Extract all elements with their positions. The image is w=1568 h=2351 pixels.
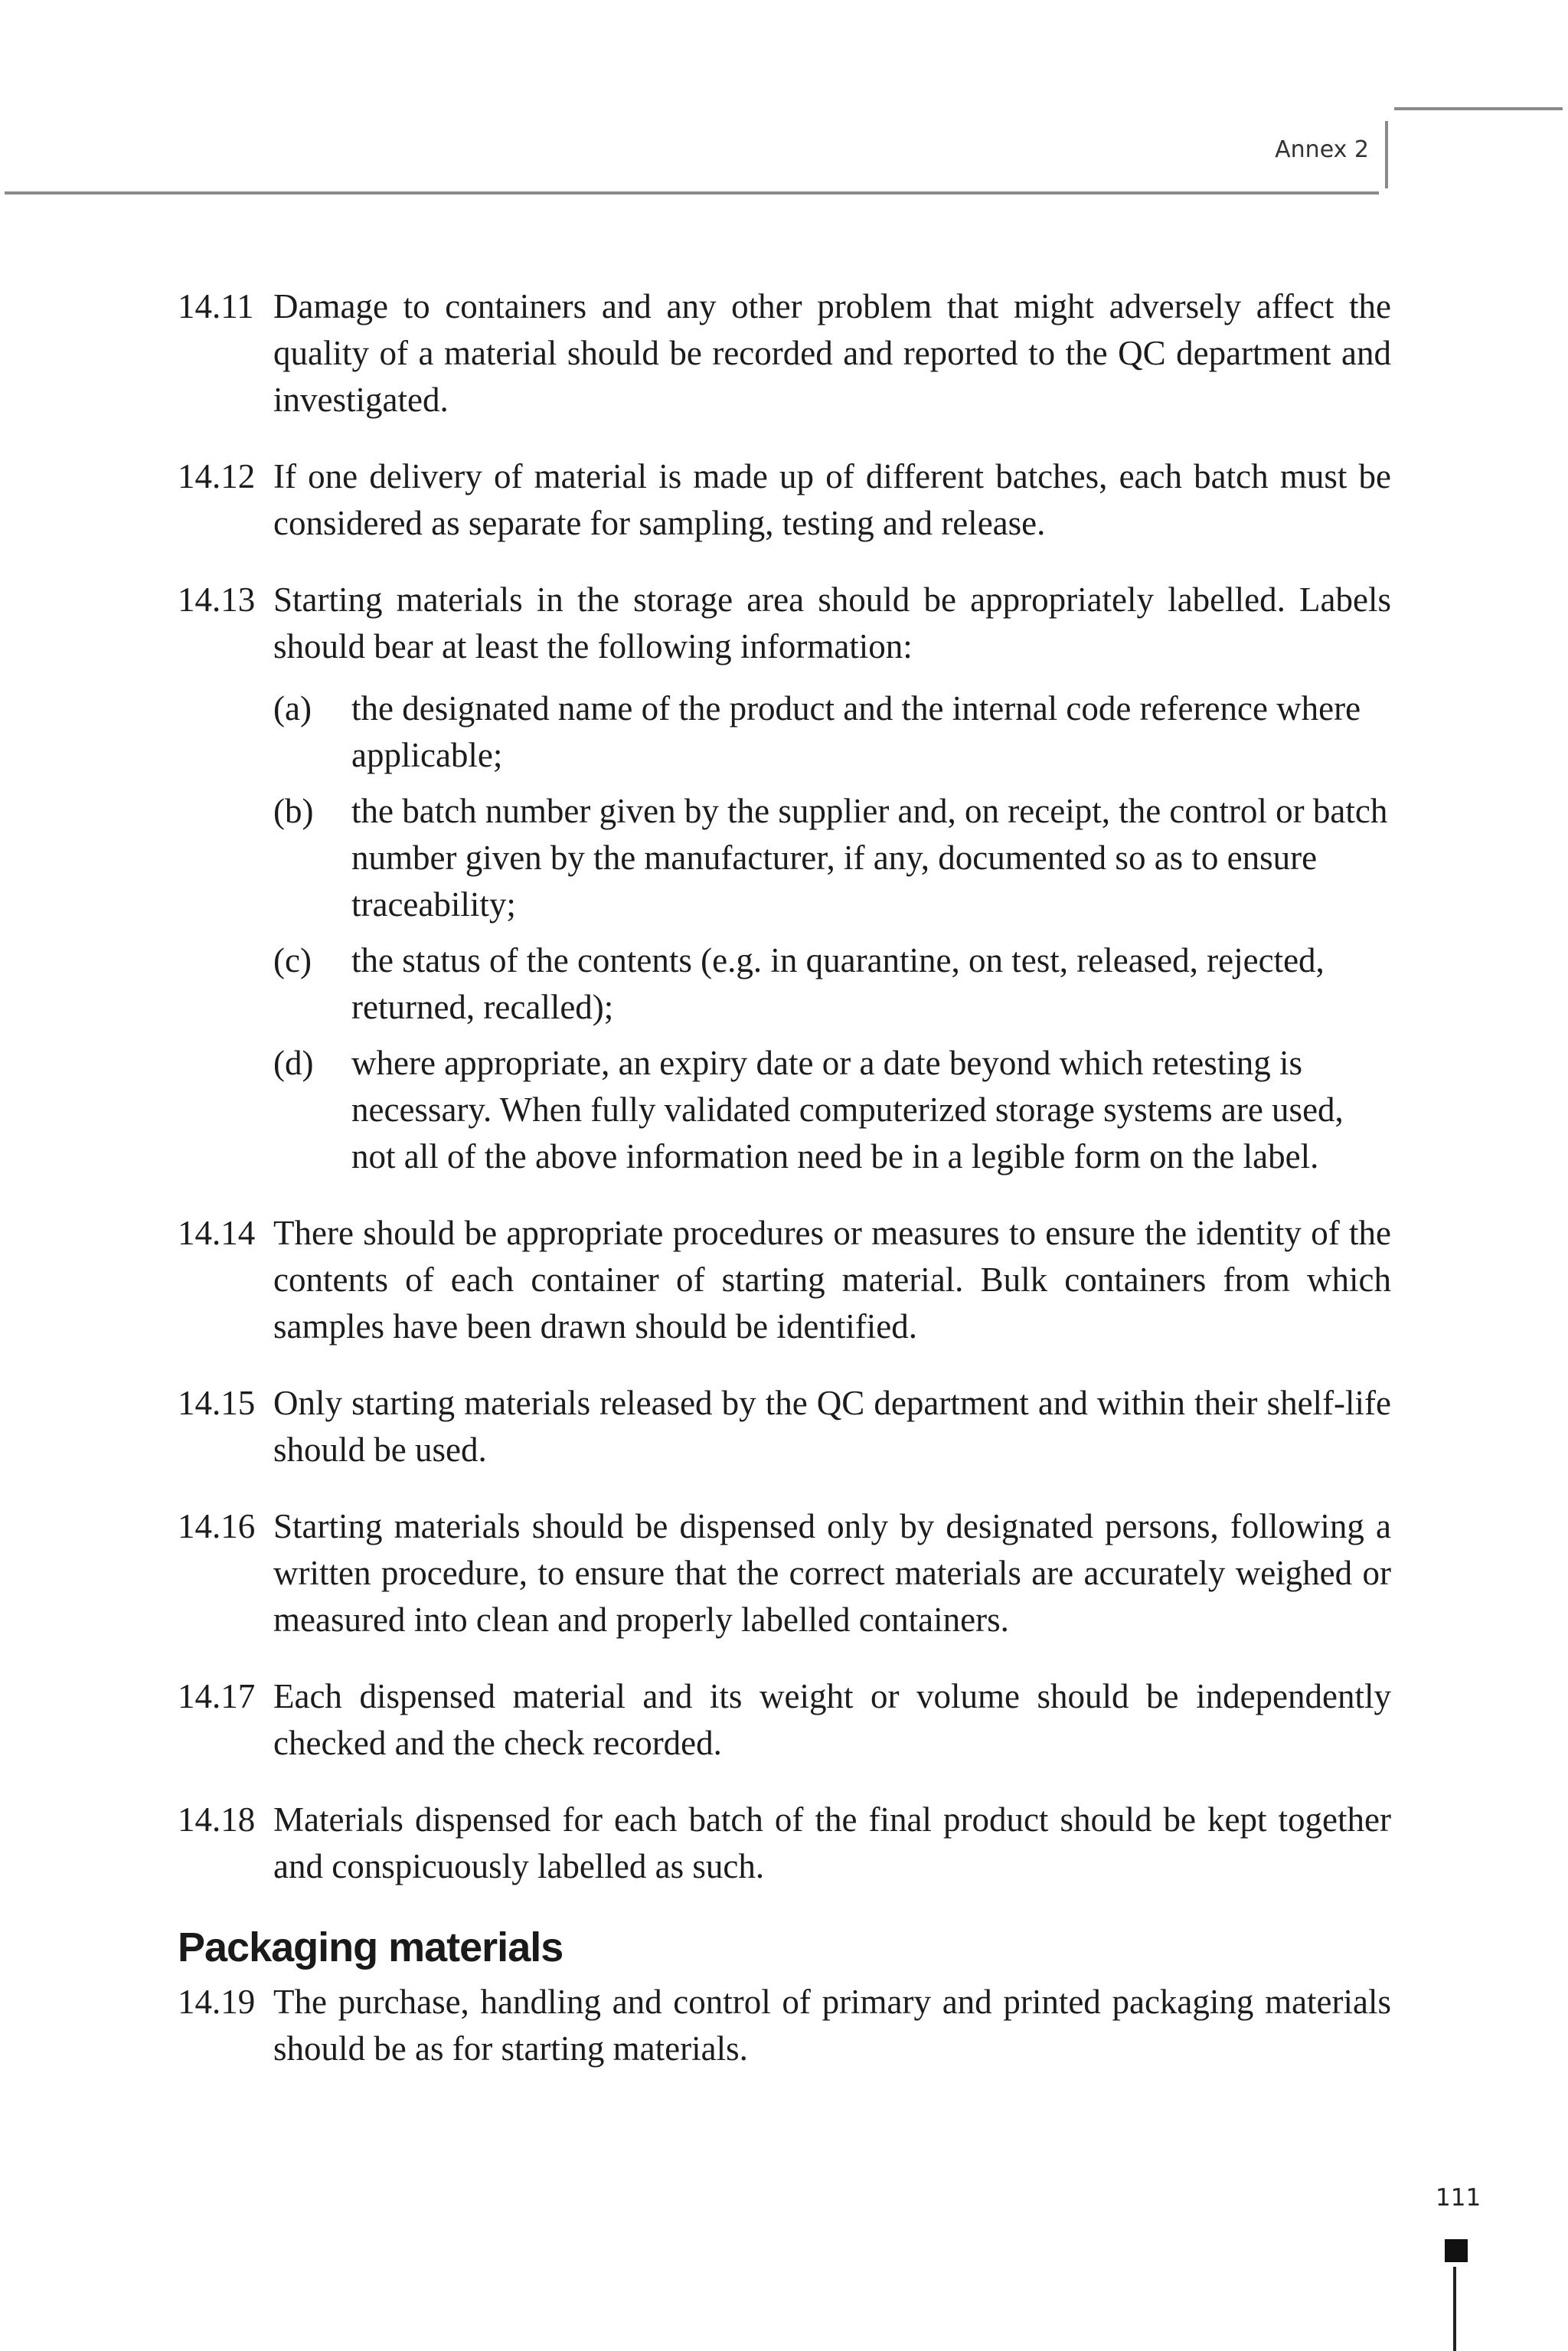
paragraph-number: 14.13	[178, 580, 256, 619]
paragraph-14-19	[178, 1979, 1391, 2072]
paragraph-14-17	[178, 1673, 1391, 1767]
paragraph-number: 14.17	[178, 1677, 256, 1715]
paragraph-14-18	[178, 1797, 1391, 1890]
paragraph-14-16	[178, 1503, 1391, 1643]
paragraph-text: Each dispensed material and its weight or volume should be independently checked and the check recorded.	[273, 1677, 1391, 1762]
list-item-label: (c)	[273, 941, 312, 979]
page-marker-square	[1445, 2239, 1468, 2262]
paragraph-text: Starting materials should be dispensed only by designated persons, following a written procedure, to ensure that the correct materials are accurately weighed or measured into clean and properly labelled containers.	[273, 1507, 1391, 1639]
paragraph-text: Only starting materials released by the QC department and within their shelf-life should be used.	[273, 1384, 1391, 1469]
footer-rule-vertical	[1453, 2267, 1456, 2351]
paragraph-text: There should be appropriate procedures or measures to ensure the identity of the contents of each container of starting material. Bulk containers from which samples have been drawn should be identified.	[273, 1214, 1391, 1346]
page-number: 111	[1436, 2184, 1481, 2212]
header-rule-right	[1394, 107, 1563, 110]
paragraph-14-14	[178, 1210, 1391, 1350]
document-body	[178, 283, 1391, 2102]
paragraph-number: 14.12	[178, 457, 256, 495]
paragraph-text: Damage to containers and any other problem that might adversely affect the quality of a material should be recorded and reported to the QC department and investigated.	[273, 287, 1391, 419]
label-information-list	[273, 685, 1391, 1180]
list-item-text: the batch number given by the supplier and, on receipt, the control or batch number given by the manufacturer, if any, documented so as to ensure traceability;	[351, 792, 1388, 924]
paragraph-text: Starting materials in the storage area should be appropriately labelled. Labels should bear at least the following information:	[273, 580, 1391, 665]
list-item-label: (b)	[273, 792, 314, 830]
paragraph-number: 14.14	[178, 1214, 256, 1252]
header-rule-vertical	[1385, 121, 1388, 188]
paragraph-14-12	[178, 453, 1391, 547]
paragraph-text: If one delivery of material is made up of different batches, each batch must be considered as separate for sampling, testing and release.	[273, 457, 1391, 542]
list-item-label: (a)	[273, 689, 312, 728]
list-item-label: (d)	[273, 1044, 314, 1082]
paragraph-number: 14.16	[178, 1507, 256, 1545]
list-item	[273, 788, 1391, 928]
paragraph-14-15	[178, 1380, 1391, 1473]
list-item	[273, 937, 1391, 1031]
list-item	[273, 1040, 1391, 1180]
list-item-text: the designated name of the product and the internal code reference where applicable;	[351, 689, 1361, 774]
running-head: Annex 2	[1275, 136, 1369, 163]
paragraph-number: 14.19	[178, 1983, 256, 2021]
paragraph-number: 14.18	[178, 1800, 256, 1839]
paragraph-number: 14.15	[178, 1384, 256, 1422]
paragraph-text: Materials dispensed for each batch of the final product should be kept together and conspicuously labelled as such.	[273, 1800, 1391, 1885]
paragraph-text: The purchase, handling and control of primary and printed packaging materials should be as for starting materials.	[273, 1983, 1391, 2068]
section-heading: Packaging materials	[178, 1924, 564, 1970]
paragraph-number: 14.11	[178, 287, 254, 325]
paragraph-14-13	[178, 577, 1391, 670]
list-item	[273, 685, 1391, 779]
header-rule-main	[5, 191, 1379, 195]
paragraph-14-11	[178, 283, 1391, 423]
list-item-text: where appropriate, an expiry date or a date beyond which retesting is necessary. When fully validated computerized storage systems are used, not all of the above information need be in a legible form on the label.	[351, 1044, 1344, 1176]
list-item-text: the status of the contents (e.g. in quarantine, on test, released, rejected, returned, recalled);	[351, 941, 1325, 1026]
